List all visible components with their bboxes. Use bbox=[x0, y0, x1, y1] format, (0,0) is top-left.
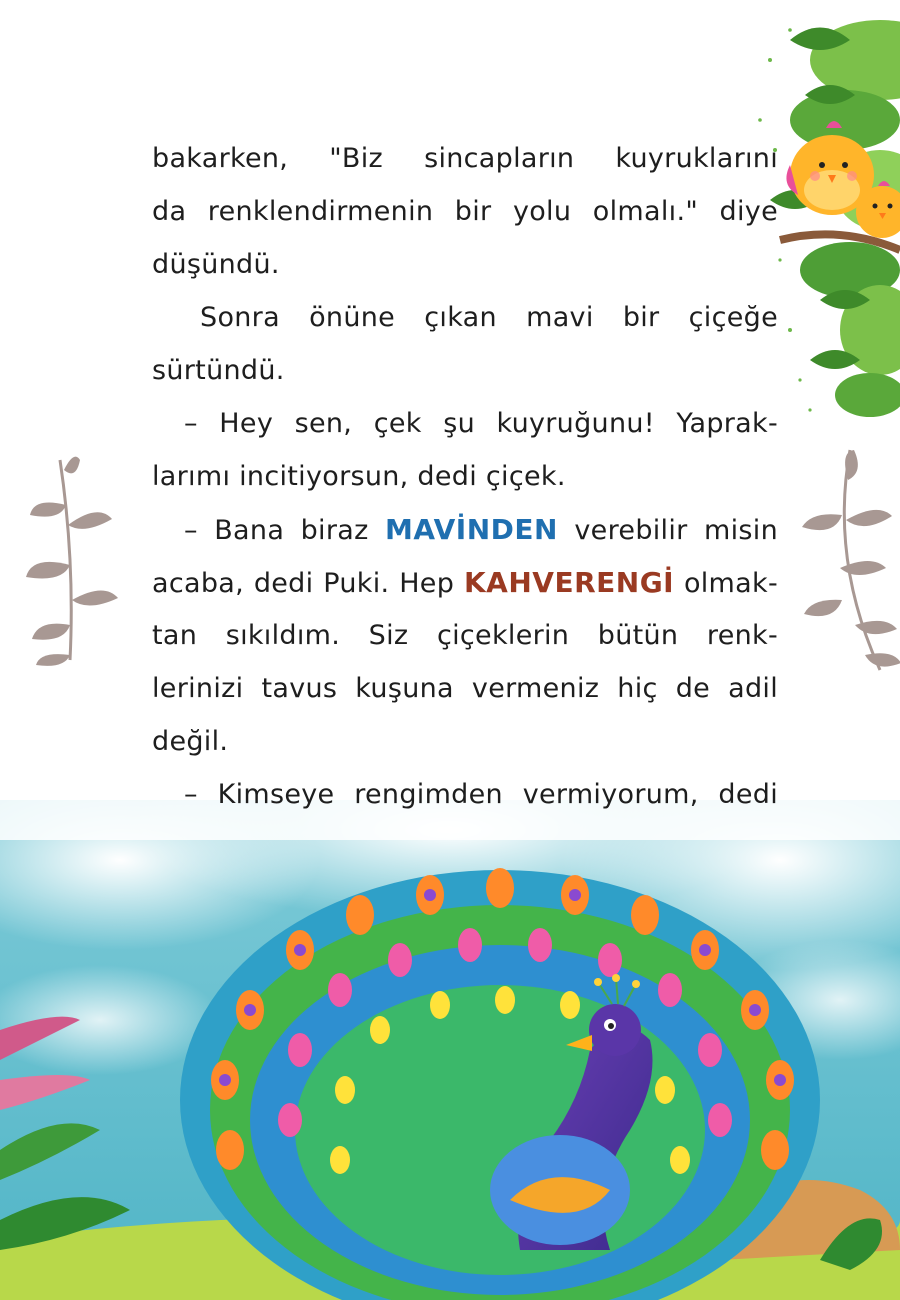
text-segment: verebilir misin bbox=[574, 515, 778, 546]
leaf-branch-left bbox=[26, 457, 118, 666]
text-line: sürtündü. bbox=[152, 355, 285, 386]
text-line: Sonra önüne çıkan mavi bir çiçeğe bbox=[200, 302, 778, 333]
highlight-word-brown: KAHVERENGİ bbox=[463, 566, 675, 599]
leaf-branch-right bbox=[802, 450, 900, 670]
story-text bbox=[152, 132, 778, 821]
text-line: – Hey sen, çek şu kuyruğunu! Yaprak- bbox=[184, 408, 778, 439]
highlight-word-blue: MAVİNDEN bbox=[385, 513, 558, 546]
peacock-scene bbox=[0, 740, 900, 1300]
text-segment: – Bana biraz bbox=[184, 515, 369, 546]
tree-illustration bbox=[758, 20, 900, 417]
text-line: da renklendirmenin bir yolu olmalı." diye bbox=[152, 196, 778, 227]
text-line: tan sıkıldım. Siz çiçeklerin bütün renk- bbox=[152, 620, 778, 651]
text-line: lerinizi tavus kuşuna vermeniz hiç de adil bbox=[152, 673, 778, 704]
text-line bbox=[152, 503, 778, 556]
text-line: bakarken, "Biz sincapların kuyruklarını bbox=[152, 143, 778, 174]
text-line: değil. bbox=[152, 726, 229, 757]
text-line: – Kimseye rengimden vermiyorum, dedi bbox=[184, 779, 778, 810]
text-segment: olmak- bbox=[683, 568, 778, 599]
text-line: larımı incitiyorsun, dedi çiçek. bbox=[152, 461, 566, 492]
text-line bbox=[152, 556, 778, 609]
text-line: düşündü. bbox=[152, 249, 280, 280]
text-segment: acaba, dedi Puki. Hep bbox=[152, 568, 455, 599]
